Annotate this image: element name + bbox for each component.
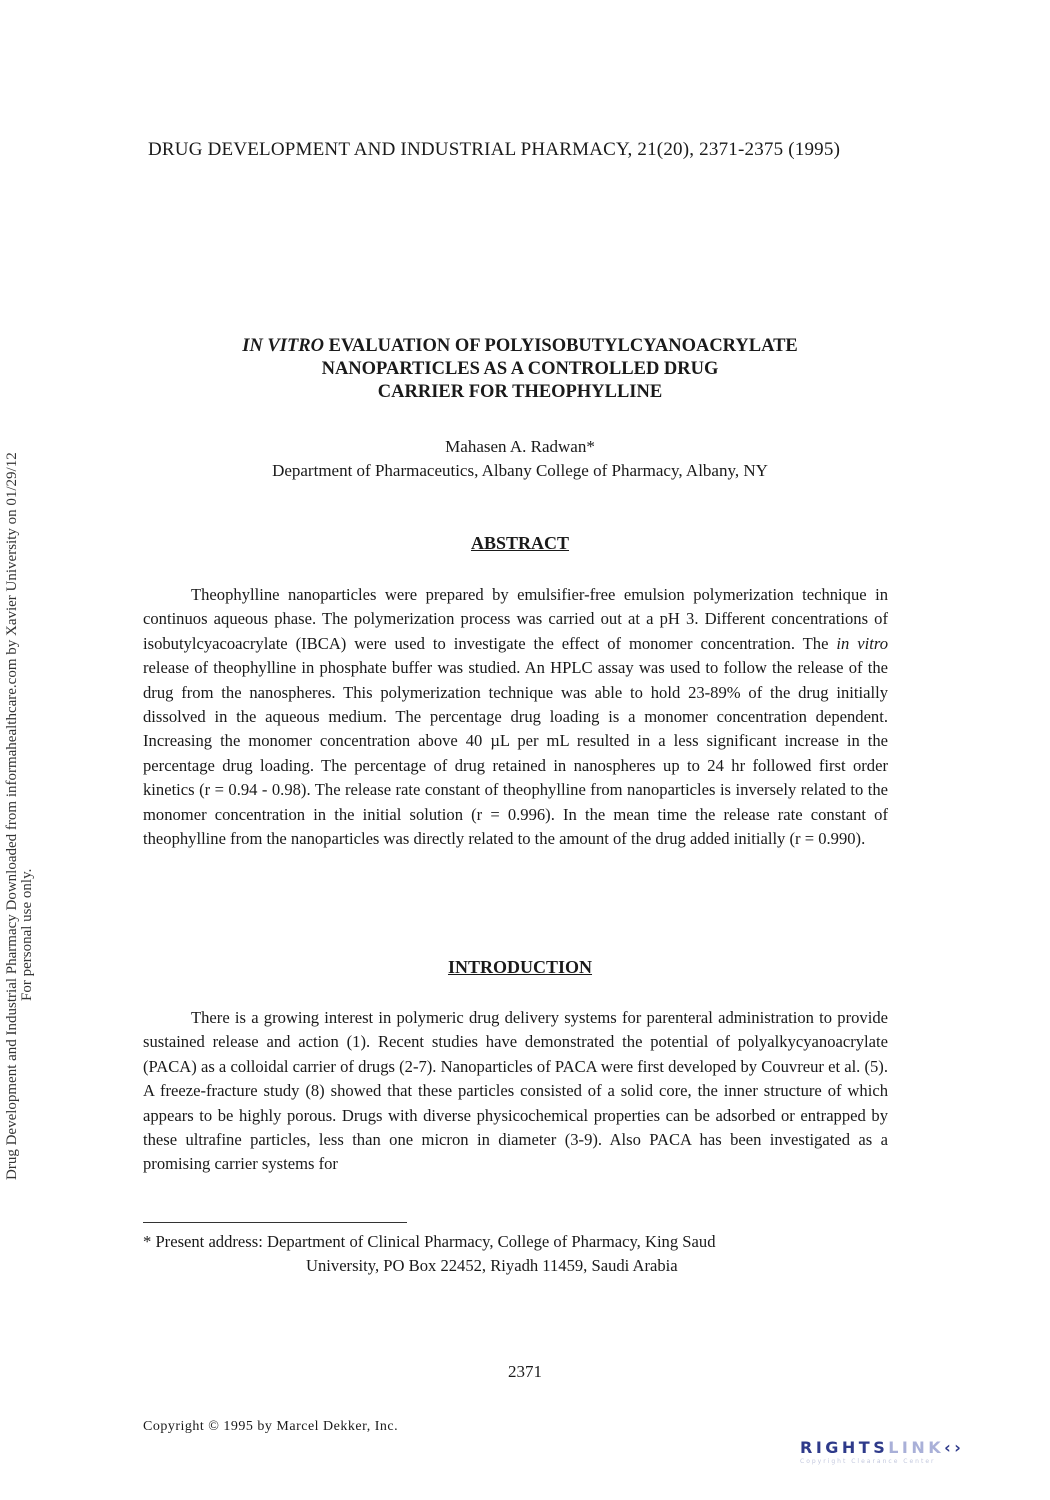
- rightslink-rights: RIGHTS: [800, 1438, 889, 1457]
- rightslink-arrow-icon: ‹›: [944, 1438, 965, 1457]
- introduction-heading: INTRODUCTION: [447, 957, 593, 977]
- abstract-text-1: Theophylline nanoparticles were prepared by emulsifier-free emulsion polymerization technique in continuos aqueous phase. The polymerization process was carried out at a pH 3. Different concentrations of isobutylcyacoacrylate (IBCA) were used to investigate the effect of monomer concentration. The: [143, 585, 888, 653]
- footnote-divider: [143, 1222, 407, 1223]
- rightslink-subtitle: Copyright Clearance Center: [800, 1458, 936, 1465]
- page-number: 2371: [508, 1362, 542, 1381]
- abstract-italic: in vitro: [836, 633, 888, 653]
- watermark-line-2: For personal use only.: [19, 868, 35, 1001]
- footnote-line-2: University, PO Box 22452, Riyadh 11459, Saudi Arabia: [306, 1256, 678, 1275]
- introduction-paragraph: There is a growing interest in polymeric drug delivery systems for parenteral administration to provide sustained release and action (1). Recent studies have demonstrated the potential of polyalkycyanoacrylate (PACA) as a colloidal carrier of drugs (2-7). Nanoparticles of PACA were first developed by Couvreur et al. (5). A freeze-fracture study (8) showed that these particles consisted of a solid core, the inner structure of which appears to be highly porous. Drugs with diverse physicochemical properties can be adsorbed or entrapped by these ultrafine particles, less than one micron in diameter (3-9). Also PACA has been investigated as a promising carrier systems for: [143, 1008, 888, 1174]
- download-watermark: [0, 0, 50, 1500]
- abstract-heading: ABSTRACT: [470, 533, 570, 553]
- journal-header: DRUG DEVELOPMENT AND INDUSTRIAL PHARMACY, 21(20), 2371-2375 (1995): [148, 139, 841, 160]
- copyright-notice: Copyright © 1995 by Marcel Dekker, Inc.: [143, 1419, 399, 1434]
- author-block: [210, 435, 830, 483]
- abstract-body: [143, 583, 888, 851]
- introduction-body: [143, 1006, 888, 1177]
- title-line-1: EVALUATION OF POLYISOBUTYLCYANOACRYLATE: [323, 336, 798, 356]
- title-italic-prefix: IN VITRO: [242, 336, 324, 356]
- author-name: Mahasen A. Radwan*: [445, 437, 595, 456]
- rightslink-link: LINK: [888, 1438, 945, 1457]
- abstract-text-2: release of theophylline in phosphate buffer was studied. An HPLC assay was used to follow the release of the drug from the nanospheres. This polymerization technique was able to hold 23-89% of the drug initially dissolved in the aqueous medium. The percentage drug loading is a monomer concentration dependent. Increasing the monomer concentration above 40 µL per mL resulted in a less significant increase in the percentage drug loading. The percentage of drug retained in nanospheres up to 24 hr followed first order kinetics (r = 0.94 - 0.98). The release rate constant of theophylline from nanoparticles is inversely related to the monomer concentration in the initial solution (r = 0.996). In the mean time the release rate constant of theophylline from the nanoparticles was directly related to the amount of the drug added initially (r = 0.990).: [143, 658, 888, 849]
- title-line-2: NANOPARTICLES AS A CONTROLLED DRUG: [321, 359, 719, 379]
- footnote-line-1: * Present address: Department of Clinical Pharmacy, College of Pharmacy, King Saud: [143, 1232, 716, 1251]
- watermark-line-1: Drug Development and Industrial Pharmacy Downloaded from informahealthcare.com by Xavier University on 01/29/12: [4, 452, 20, 1180]
- rightslink-logo[interactable]: [800, 1438, 1035, 1474]
- footnote: [143, 1230, 903, 1278]
- article-title: [190, 335, 850, 404]
- author-affiliation: Department of Pharmaceutics, Albany College of Pharmacy, Albany, NY: [272, 461, 768, 480]
- title-line-3: CARRIER FOR THEOPHYLLINE: [377, 382, 663, 402]
